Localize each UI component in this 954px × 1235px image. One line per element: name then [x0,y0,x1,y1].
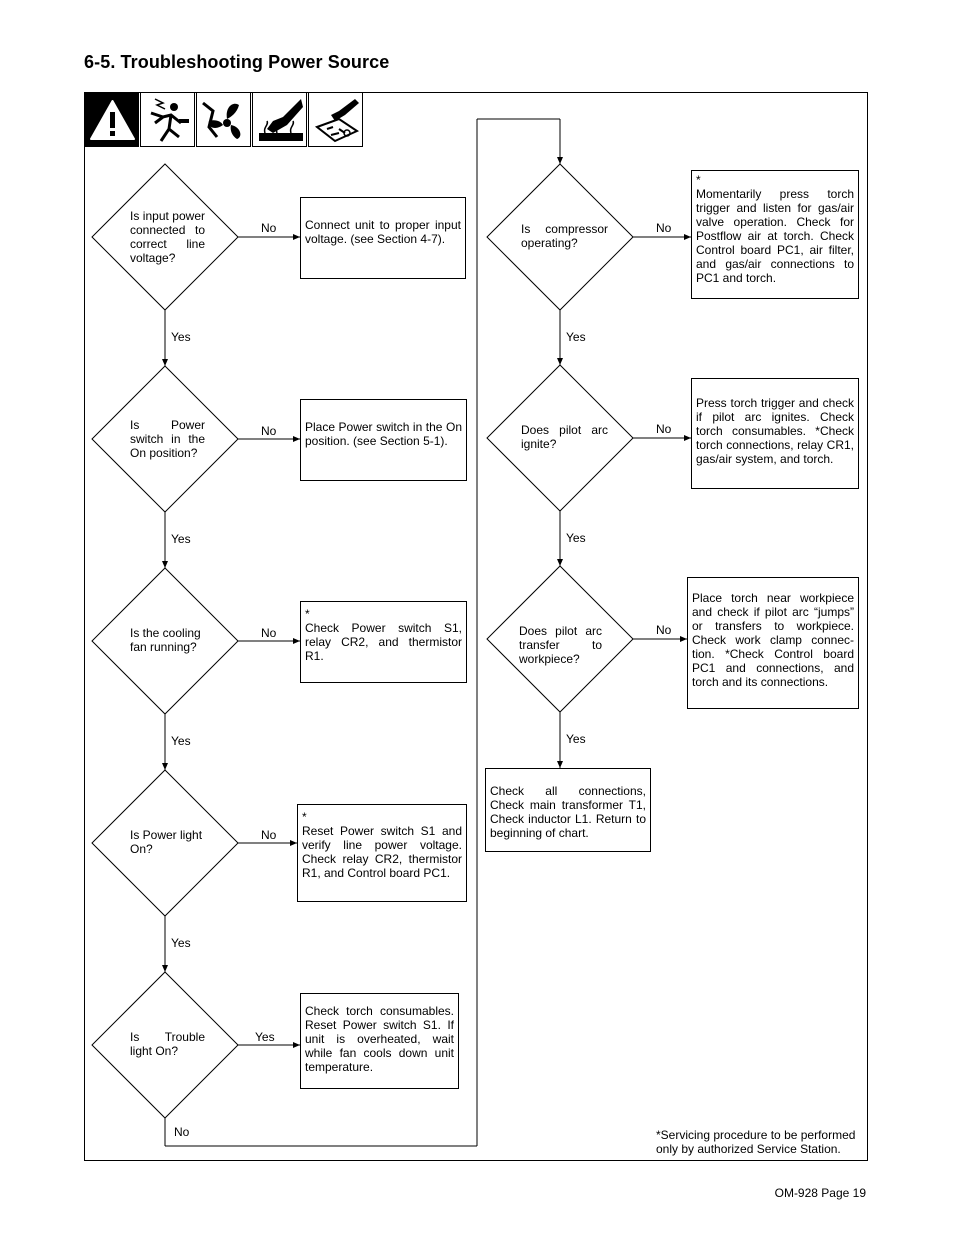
arrowhead [557,157,563,164]
branch-label-no: No [261,424,277,438]
branch-label-yes: Yes [566,732,586,746]
service-asterisk: * [302,810,307,824]
branch-label-yes: Yes [566,330,586,344]
decision-pilot-arc-ignite-text: Does pilot arc ignite? [521,423,608,451]
action-box-power-switch-on: Place Power switch in the On position. (see Section 5-1). [300,399,467,481]
action-box-check-fan: * Check Power switch S1, relay CR2, and thermistor R1. [300,601,467,683]
decision-trouble-light-text: Is Trouble light On? [130,1030,205,1058]
arrowhead [680,636,687,642]
decision-compressor-text: Is compressor operating? [521,222,608,250]
branch-label-yes: Yes [255,1030,275,1044]
branch-label-no: No [261,626,277,640]
branch-label-no: No [261,828,277,842]
arrowhead [557,358,563,365]
action-box-check-connections: Check all connections, Check main transformer T1, Check inductor L1. Return to beginning of chart. [485,768,651,852]
action-box-check-consumables: Check torch consumables. Reset Power switch S1. If unit is overheated, wait while fan cools down unit temperature. [300,993,459,1089]
arrowhead [162,359,168,366]
arrowhead [293,1042,300,1048]
branch-label-no: No [174,1125,190,1139]
action-box-compressor: * Momentarily press torch trigger and listen for gas/air valve operation. Check for Postflow air at torch. Check Control board PC1, air filter, and gas/air connections to PC1 and torch. [691,170,859,299]
branch-label-yes: Yes [171,330,191,344]
decision-power-switch-text: Is Power switch in the On position? [130,418,205,460]
branch-label-yes: Yes [171,734,191,748]
branch-label-yes: Yes [171,936,191,950]
arrowhead [293,638,300,644]
action-box-reset-power: * Reset Power switch S1 and verify line power voltage. Check relay CR2, thermistor R1, and Control board PC1. [297,804,467,902]
arrowhead [290,840,297,846]
branch-label-no: No [261,221,277,235]
branch-label-no: No [656,623,672,637]
action-box-pilot-arc-ignite: Press torch trigger and check if pilot arc ignites. Check torch consumables. *Check torch connections, relay CR1, gas/air system, and torch. [691,378,859,489]
action-box-pilot-arc-transfer: Place torch near workpiece and check if pilot arc “jumps” or transfers to workpiece. Check work clamp connec-tion. *Check Control board PC1 and connections, and torch and its connections. [687,577,859,709]
arrowhead [293,234,300,240]
arrowhead [684,234,691,240]
decision-input-power-text: Is input power connected to correct line voltage? [130,209,205,265]
branch-label-no: No [656,221,672,235]
decision-power-light-text: Is Power light On? [130,828,203,856]
decision-pilot-arc-transfer-text: Does pilot arc transfer to workpiece? [519,624,602,666]
service-footnote: *Servicing procedure to be performed only by authorized Service Station. [656,1128,856,1156]
action-box-connect-input: Connect unit to proper input voltage. (see Section 4-7). [300,197,466,279]
arrowhead [557,559,563,566]
branch-label-yes: Yes [171,532,191,546]
arrowhead [684,435,691,441]
arrowhead [293,436,300,442]
service-asterisk: * [696,173,701,187]
page-number: OM-928 Page 19 [774,1186,866,1200]
arrowhead [557,761,563,768]
service-asterisk: * [305,607,310,621]
page-title: 6-5. Troubleshooting Power Source [84,52,390,72]
branch-label-no: No [656,422,672,436]
decision-cooling-fan-text: Is the cooling fan running? [130,626,201,654]
arrowhead [162,965,168,972]
arrowhead [162,763,168,770]
branch-label-yes: Yes [566,531,586,545]
arrowhead [162,561,168,568]
